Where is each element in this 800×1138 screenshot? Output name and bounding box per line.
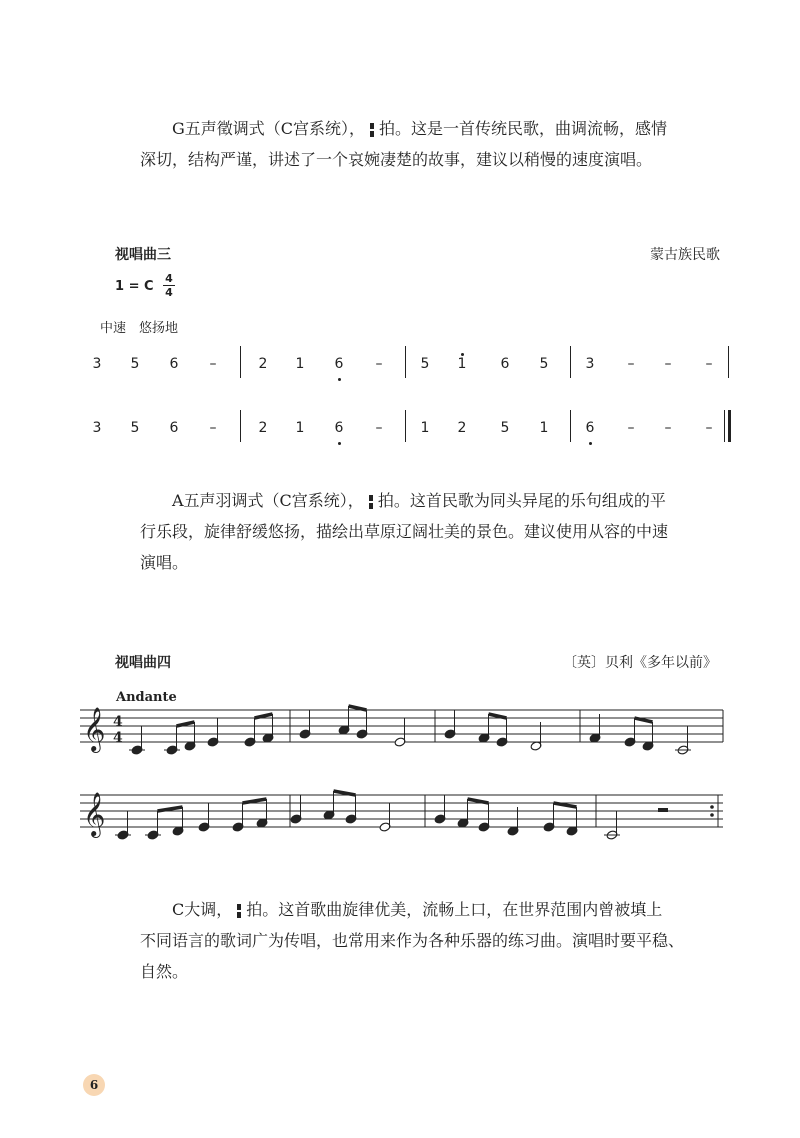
barline <box>240 410 241 442</box>
jianpu-note: – <box>627 356 635 372</box>
song3-composer: 蒙古族民歌 <box>650 247 720 263</box>
treble-clef-icon: 𝄞 <box>83 792 106 836</box>
para1-line1-before: G五声徵调式（C宫系统）， <box>172 119 366 138</box>
para1-line1-after: 拍。这是一首传统民歌，曲调流畅，感情 <box>379 119 668 138</box>
jianpu-note: – <box>664 420 672 436</box>
beam <box>243 799 267 803</box>
jianpu-note: – <box>375 420 383 436</box>
song4-tempo: Andante <box>116 690 177 705</box>
time-signature-top: 4 <box>113 714 123 730</box>
beam <box>334 791 356 795</box>
para2-line3: 演唱。 <box>140 553 189 572</box>
paragraph-2-line3 <box>140 547 188 578</box>
paragraph-2 <box>172 485 666 516</box>
jianpu-note: 5 <box>130 356 140 372</box>
time-signature-symbol <box>368 122 376 138</box>
beam <box>349 706 367 710</box>
para2-line2: 行乐段，旋律舒缓悠扬，描绘出草原辽阔壮美的景色。建议使用从容的中速 <box>140 522 669 541</box>
paragraph-3-line2 <box>140 925 684 956</box>
jianpu-note: 6 <box>169 356 179 372</box>
paragraph-3-line3 <box>140 956 188 987</box>
jianpu-note: 5 <box>420 356 430 372</box>
para3-line1-after: 拍。这首歌曲旋律优美，流畅上口，在世界范围内曾被填上 <box>246 900 663 919</box>
jianpu-note: 6 <box>583 420 597 436</box>
jianpu-note: – <box>627 420 635 436</box>
jianpu-note: 1 <box>295 356 305 372</box>
beam <box>255 714 273 718</box>
jianpu-note: 3 <box>92 420 102 436</box>
song4-composer: 〔英〕贝利《多年以前》 <box>563 655 717 671</box>
treble-clef-icon: 𝄞 <box>83 707 106 751</box>
jianpu-note: 6 <box>332 356 346 372</box>
barline <box>570 410 571 442</box>
paragraph-2-line2 <box>140 516 668 547</box>
song3-key: 1 = C <box>115 279 154 294</box>
song4-title: 视唱曲四 <box>115 655 171 671</box>
jianpu-note: – <box>375 356 383 372</box>
jianpu-note: 5 <box>500 420 510 436</box>
time-signature-symbol <box>235 903 243 919</box>
jianpu-note: 5 <box>130 420 140 436</box>
time-signature-symbol <box>367 494 375 510</box>
barline <box>405 410 406 442</box>
barline <box>728 346 729 378</box>
jianpu-note: – <box>664 356 672 372</box>
beam <box>489 714 507 718</box>
jianpu-note: – <box>705 420 713 436</box>
jianpu-note: – <box>209 420 217 436</box>
barline <box>240 346 241 378</box>
jianpu-note: 2 <box>457 420 467 436</box>
song3-title: 视唱曲三 <box>115 247 171 263</box>
jianpu-note: 6 <box>169 420 179 436</box>
time-signature-bottom: 4 <box>113 730 123 746</box>
song3-tempo: 中速 悠扬地 <box>100 321 179 336</box>
jianpu-note: – <box>209 356 217 372</box>
beam <box>158 807 183 811</box>
barline <box>570 346 571 378</box>
beam <box>635 718 653 722</box>
para3-line2: 不同语言的歌词广为传唱，也常用来作为各种乐器的练习曲。演唱时要平稳、 <box>140 931 685 950</box>
jianpu-note: – <box>705 356 713 372</box>
beam <box>177 722 195 726</box>
repeat-dot <box>710 805 714 809</box>
repeat-dot <box>710 813 714 817</box>
jianpu-row-2 <box>80 410 740 450</box>
staff-notation <box>0 700 800 880</box>
jianpu-note: 1 <box>455 356 469 372</box>
para3-line3: 自然。 <box>140 962 189 981</box>
jianpu-note: 5 <box>539 356 549 372</box>
jianpu-note: 1 <box>420 420 430 436</box>
final-barline <box>728 410 731 442</box>
para3-line1-before: C大调， <box>172 900 233 919</box>
time-top: 4 <box>165 272 173 285</box>
jianpu-note: 1 <box>295 420 305 436</box>
jianpu-note: 1 <box>539 420 549 436</box>
time-bottom: 4 <box>165 286 173 299</box>
jianpu-note: 6 <box>500 356 510 372</box>
jianpu-note: 3 <box>92 356 102 372</box>
barline <box>405 346 406 378</box>
para1-line2: 深切，结构严谨，讲述了一个哀婉凄楚的故事，建议以稍慢的速度演唱。 <box>140 150 653 169</box>
jianpu-note: 2 <box>258 356 268 372</box>
barline <box>724 410 725 442</box>
jianpu-note: 6 <box>332 420 346 436</box>
paragraph-3 <box>172 894 662 925</box>
half-rest-icon <box>658 808 668 812</box>
jianpu-note: 2 <box>258 420 268 436</box>
paragraph-1 <box>172 113 667 144</box>
jianpu-note: 3 <box>585 356 595 372</box>
page-number: 6 <box>83 1074 105 1096</box>
song3-time-signature <box>163 273 175 298</box>
beam <box>468 799 489 803</box>
jianpu-row-1 <box>80 346 740 386</box>
paragraph-1-line2 <box>140 144 652 175</box>
para2-line1-before: A五声羽调式（C宫系统）， <box>172 491 364 510</box>
para2-line1-after: 拍。这首民歌为同头异尾的乐句组成的平 <box>377 491 666 510</box>
beam <box>554 803 577 807</box>
